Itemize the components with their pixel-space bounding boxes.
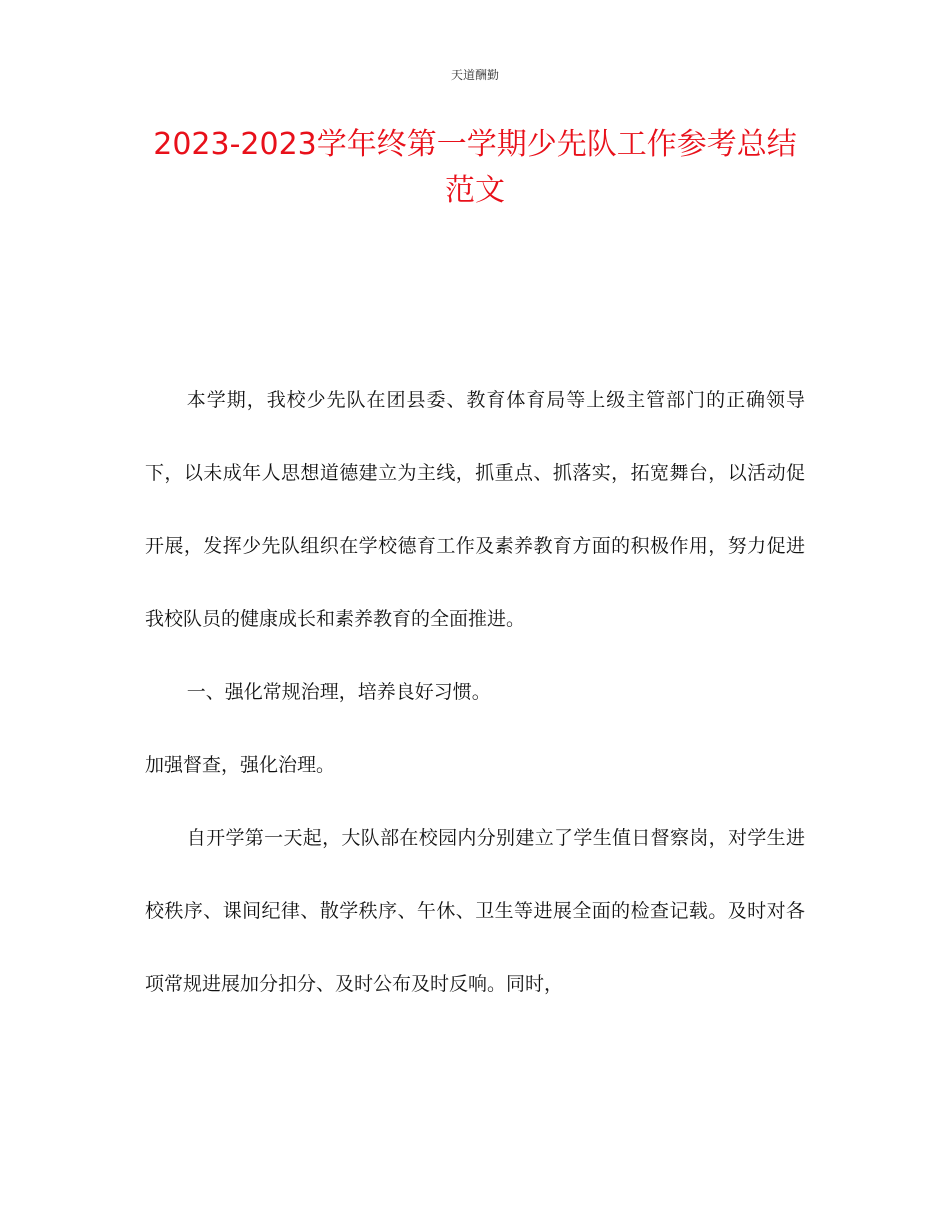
paragraph-intro: 本学期，我校少先队在团县委、教育体育局等上级主管部门的正确领导下，以未成年人思想道德建立为主线，抓重点、抓落实，拓宽舞台，以活动促开展，发挥少先队组织在学校德育工作及素养教育方面的积极作用，努力促进我校队员的健康成长和素养教育的全面推进。	[145, 389, 805, 630]
paragraph-supervision: 自开学第一天起，大队部在校园内分别建立了学生值日督察岗，对学生进校秩序、课间纪律、散学秩序、午休、卫生等进展全面的检查记载。及时对各项常规进展加分扣分、及时公布及时反响。同时，	[145, 827, 805, 995]
document-body	[145, 364, 805, 1021]
page-header: 天道酬勤	[450, 68, 499, 82]
document-title: 2023-2023学年终第一学期少先队工作参考总结范文	[153, 127, 797, 208]
paragraph-subheading: 加强督查，强化治理。	[145, 754, 336, 776]
section-heading-1: 一、强化常规治理，培养良好习惯。	[186, 681, 491, 703]
